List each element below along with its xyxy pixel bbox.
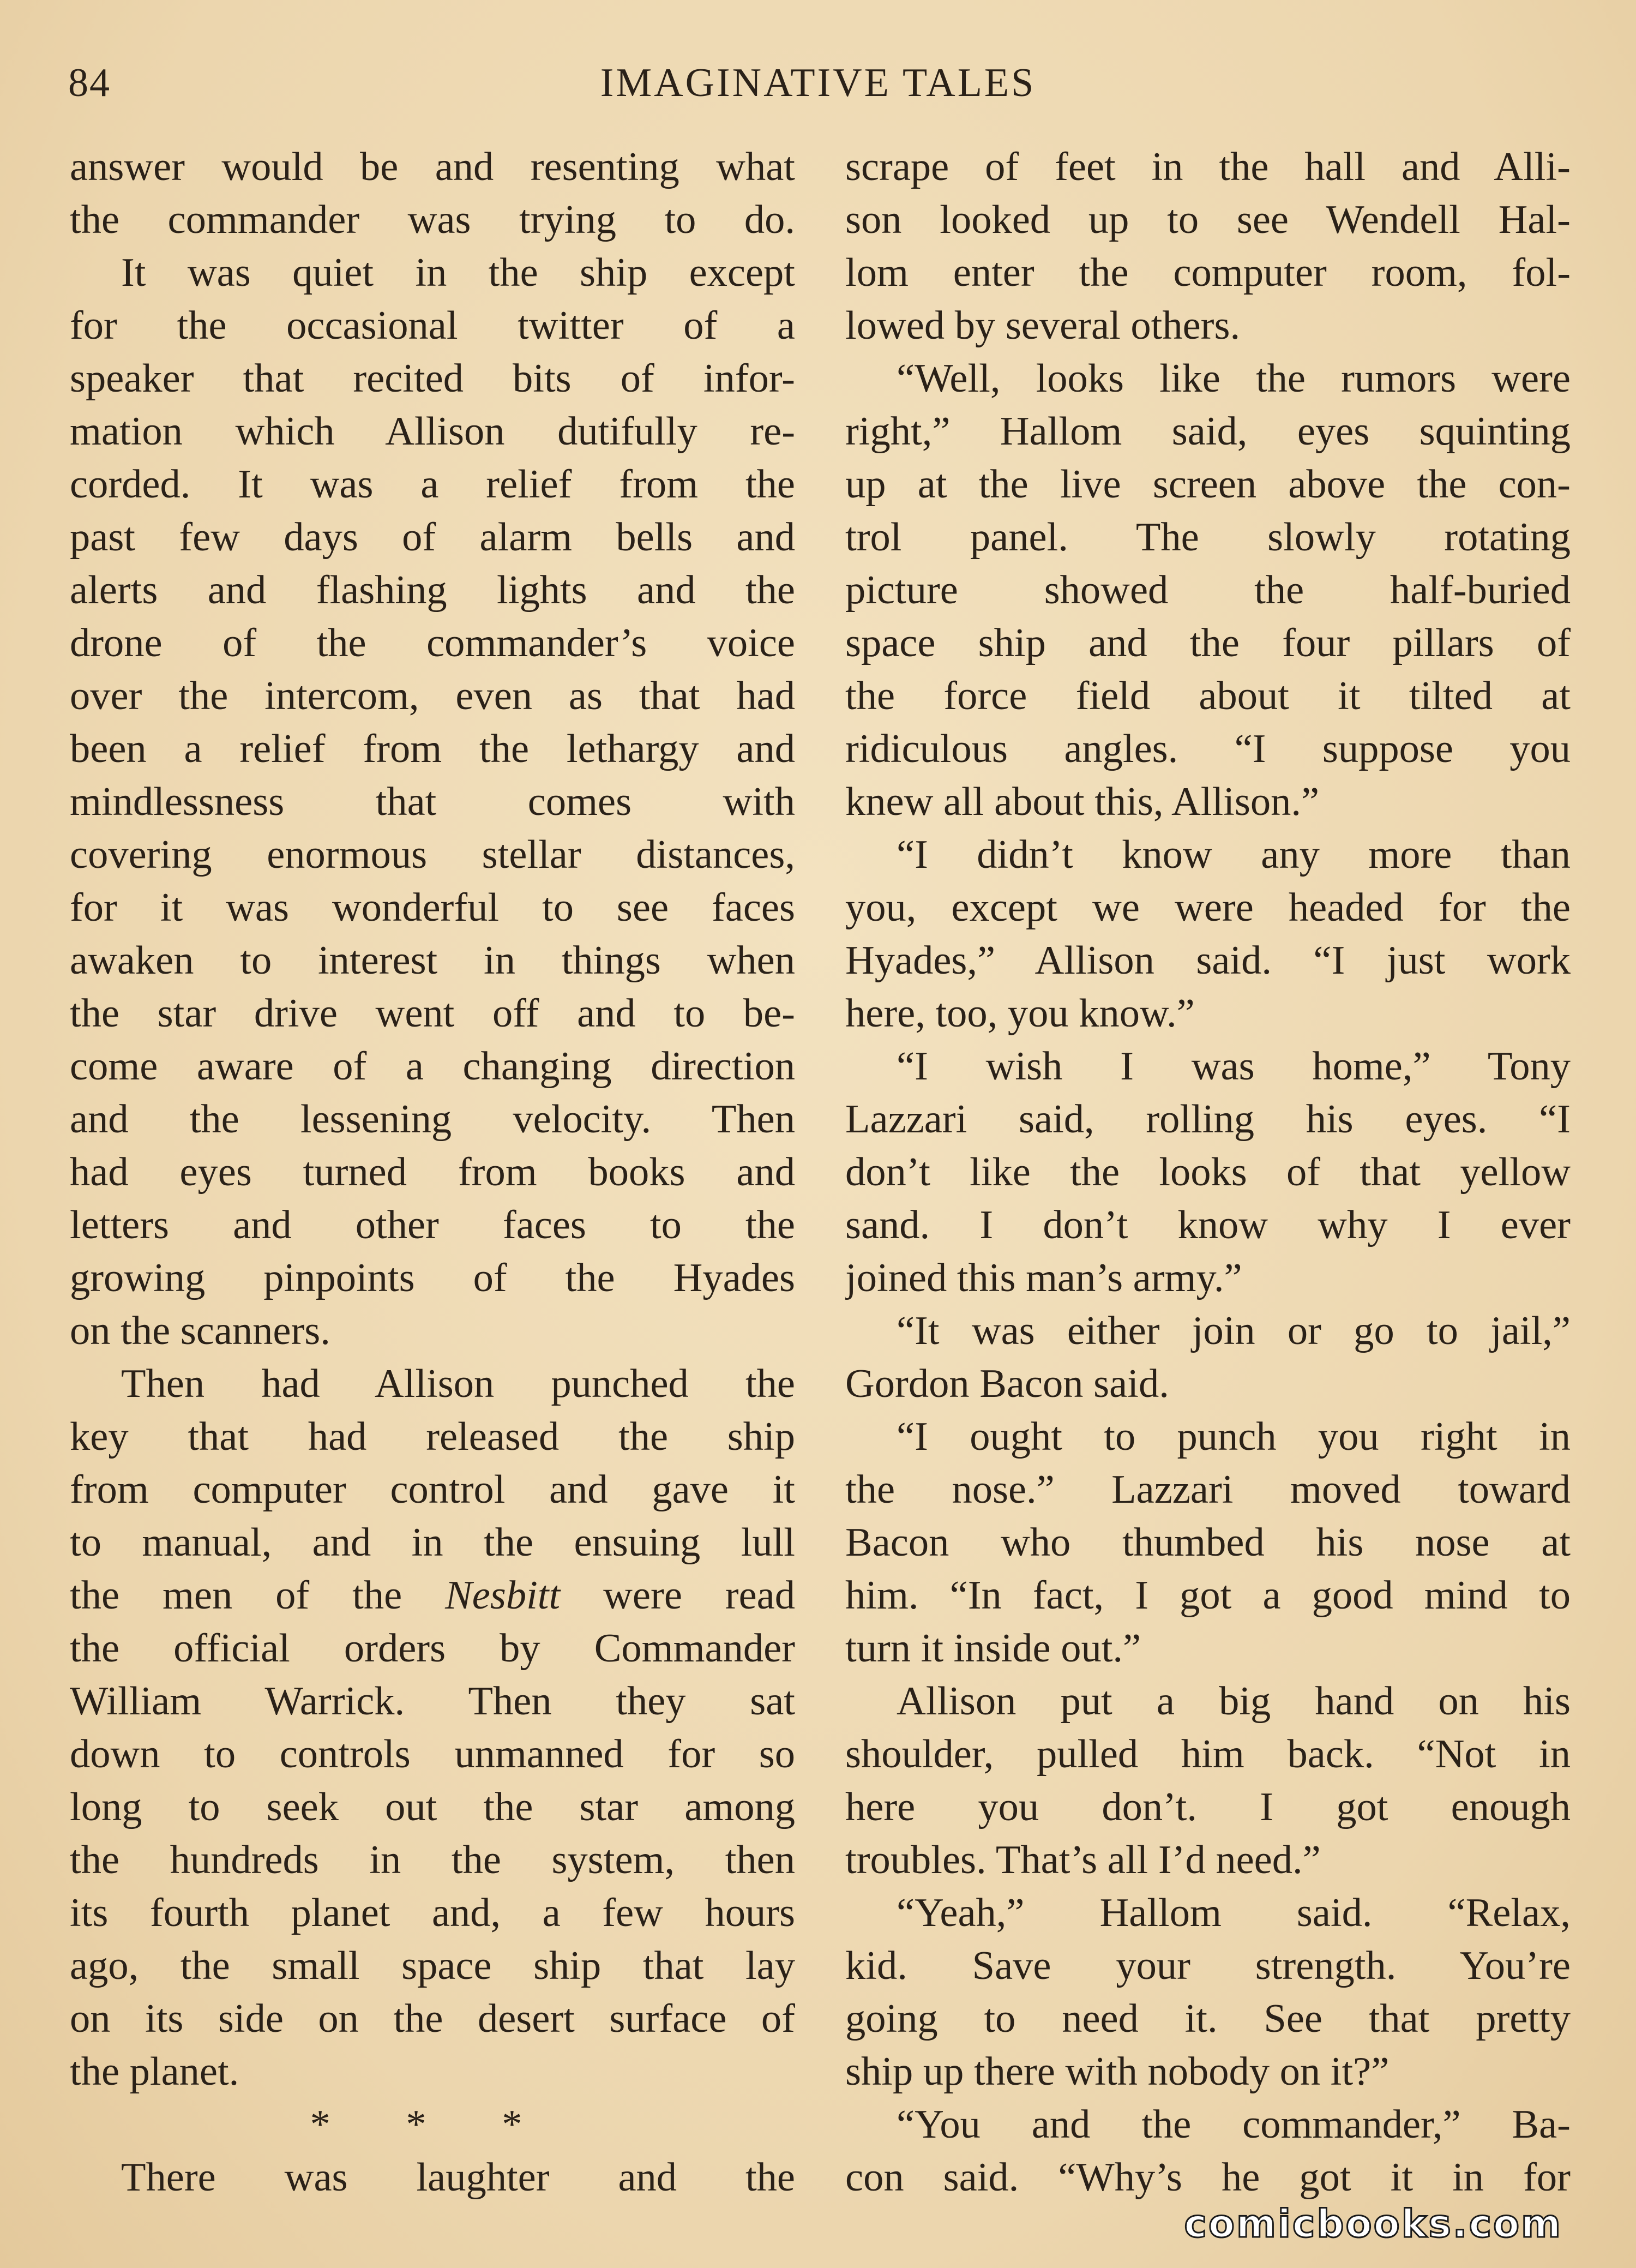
text-line: trol panel. The slowly rotating bbox=[845, 515, 1571, 560]
text-line: speaker that recited bits of infor- bbox=[70, 356, 795, 401]
text-line: had eyes turned from books and bbox=[70, 1150, 795, 1195]
text-line: going to need it. See that pretty bbox=[845, 1996, 1571, 2041]
text-line: turn it inside out.” bbox=[845, 1626, 1141, 1671]
text-line: right,” Hallom said, eyes squinting bbox=[845, 409, 1571, 454]
text-line: picture showed the half-buried bbox=[845, 568, 1571, 613]
text-line: “Yeah,” Hallom said. “Relax, bbox=[897, 1891, 1571, 1935]
text-line: knew all about this, Allison.” bbox=[845, 779, 1320, 824]
page-header bbox=[68, 60, 1568, 120]
text-line: ridiculous angles. “I suppose you bbox=[845, 727, 1571, 771]
ship-name: Nesbitt bbox=[445, 1573, 561, 1618]
text-line: covering enormous stellar distances, bbox=[70, 832, 795, 877]
text-line: “I didn’t know any more than bbox=[897, 832, 1571, 877]
text-line: joined this man’s army.” bbox=[845, 1256, 1242, 1300]
text-line: on its side on the desert surface of bbox=[70, 1996, 795, 2041]
text-line: the men of the Nesbitt were read bbox=[70, 1573, 795, 1618]
text-line: you, except we were headed for the bbox=[845, 885, 1571, 930]
text-line: ship up there with nobody on it?” bbox=[845, 2049, 1390, 2094]
text-line: from computer control and gave it bbox=[70, 1467, 795, 1512]
text-line: Bacon who thumbed his nose at bbox=[845, 1520, 1571, 1565]
text-line: kid. Save your strength. You’re bbox=[845, 1943, 1571, 1988]
text-line: been a relief from the lethargy and bbox=[70, 727, 795, 771]
text-line: “You and the commander,” Ba- bbox=[897, 2102, 1571, 2147]
left-column bbox=[70, 141, 795, 2204]
text-line: ago, the small space ship that lay bbox=[70, 1943, 795, 1988]
text-line: the planet. bbox=[70, 2049, 239, 2094]
text-line: There was laughter and the bbox=[121, 2155, 795, 2200]
text-line: Hyades,” Allison said. “I just work bbox=[845, 938, 1571, 983]
text-line: drone of the commander’s voice bbox=[70, 621, 795, 665]
text-line: shoulder, pulled him back. “Not in bbox=[845, 1732, 1571, 1777]
text-line: sand. I don’t know why I ever bbox=[845, 1203, 1571, 1247]
text-line: long to seek out the star among bbox=[70, 1785, 795, 1829]
text-line: Lazzari said, rolling his eyes. “I bbox=[845, 1097, 1571, 1142]
text-line: for the occasional twitter of a bbox=[70, 303, 795, 348]
text-line: William Warrick. Then they sat bbox=[70, 1679, 795, 1724]
text-line: son looked up to see Wendell Hal- bbox=[845, 197, 1571, 242]
text-line: Allison put a big hand on his bbox=[897, 1679, 1571, 1724]
text-line: Gordon Bacon said. bbox=[845, 1361, 1169, 1406]
text-line: here you don’t. I got enough bbox=[845, 1785, 1571, 1829]
text-line: “Well, looks like the rumors were bbox=[897, 356, 1571, 401]
text-line: the official orders by Commander bbox=[70, 1626, 795, 1671]
text-line: “It was either join or go to jail,” bbox=[897, 1309, 1571, 1353]
text-line: lom enter the computer room, fol- bbox=[845, 250, 1571, 295]
text-line: the hundreds in the system, then bbox=[70, 1838, 795, 1882]
text-line: up at the live screen above the con- bbox=[845, 462, 1571, 507]
text-line: space ship and the four pillars of bbox=[845, 621, 1571, 665]
right-column bbox=[845, 141, 1571, 2204]
section-break: * * * bbox=[310, 2102, 555, 2147]
text-line: the force field about it tilted at bbox=[845, 674, 1571, 718]
text-line: for it was wonderful to see faces bbox=[70, 885, 795, 930]
text-line: “I wish I was home,” Tony bbox=[897, 1044, 1571, 1089]
text-line: don’t like the looks of that yellow bbox=[845, 1150, 1571, 1195]
text-line: awaken to interest in things when bbox=[70, 938, 795, 983]
text-line: to manual, and in the ensuing lull bbox=[70, 1520, 795, 1565]
watermark: comicbooks.com bbox=[1184, 2201, 1562, 2246]
text-line: past few days of alarm bells and bbox=[70, 515, 795, 560]
text-line: “I ought to punch you right in bbox=[897, 1414, 1571, 1459]
text-line: its fourth planet and, a few hours bbox=[70, 1891, 795, 1935]
text-line: con said. “Why’s he got it in for bbox=[845, 2155, 1571, 2200]
text-line: come aware of a changing direction bbox=[70, 1044, 795, 1089]
text-line: key that had released the ship bbox=[70, 1414, 795, 1459]
text-line: mation which Allison dutifully re- bbox=[70, 409, 795, 454]
text-line: mindlessness that comes with bbox=[70, 779, 795, 824]
text-line: and the lessening velocity. Then bbox=[70, 1097, 795, 1142]
text-line: over the intercom, even as that had bbox=[70, 674, 795, 718]
text-line: the star drive went off and to be- bbox=[70, 991, 795, 1036]
text-line: lowed by several others. bbox=[845, 303, 1241, 348]
text-line: down to controls unmanned for so bbox=[70, 1732, 795, 1777]
text-line: growing pinpoints of the Hyades bbox=[70, 1256, 795, 1300]
text-line: answer would be and resenting what bbox=[70, 145, 795, 189]
text-line: him. “In fact, I got a good mind to bbox=[845, 1573, 1571, 1618]
text-line: letters and other faces to the bbox=[70, 1203, 795, 1247]
text-line: the commander was trying to do. bbox=[70, 197, 795, 242]
text-line: on the scanners. bbox=[70, 1309, 330, 1353]
text-line: scrape of feet in the hall and Alli- bbox=[845, 145, 1571, 189]
page-number: 84 bbox=[68, 61, 111, 105]
text-line: troubles. That’s all I’d need.” bbox=[845, 1838, 1321, 1882]
text-line: the nose.” Lazzari moved toward bbox=[845, 1467, 1571, 1512]
text-line: alerts and flashing lights and the bbox=[70, 568, 795, 613]
text-line: It was quiet in the ship except bbox=[121, 250, 795, 295]
text-line: Then had Allison punched the bbox=[121, 1361, 795, 1406]
text-line: corded. It was a relief from the bbox=[70, 462, 795, 507]
text-line: here, too, you know.” bbox=[845, 991, 1195, 1036]
running-title: IMAGINATIVE TALES bbox=[600, 61, 1036, 105]
